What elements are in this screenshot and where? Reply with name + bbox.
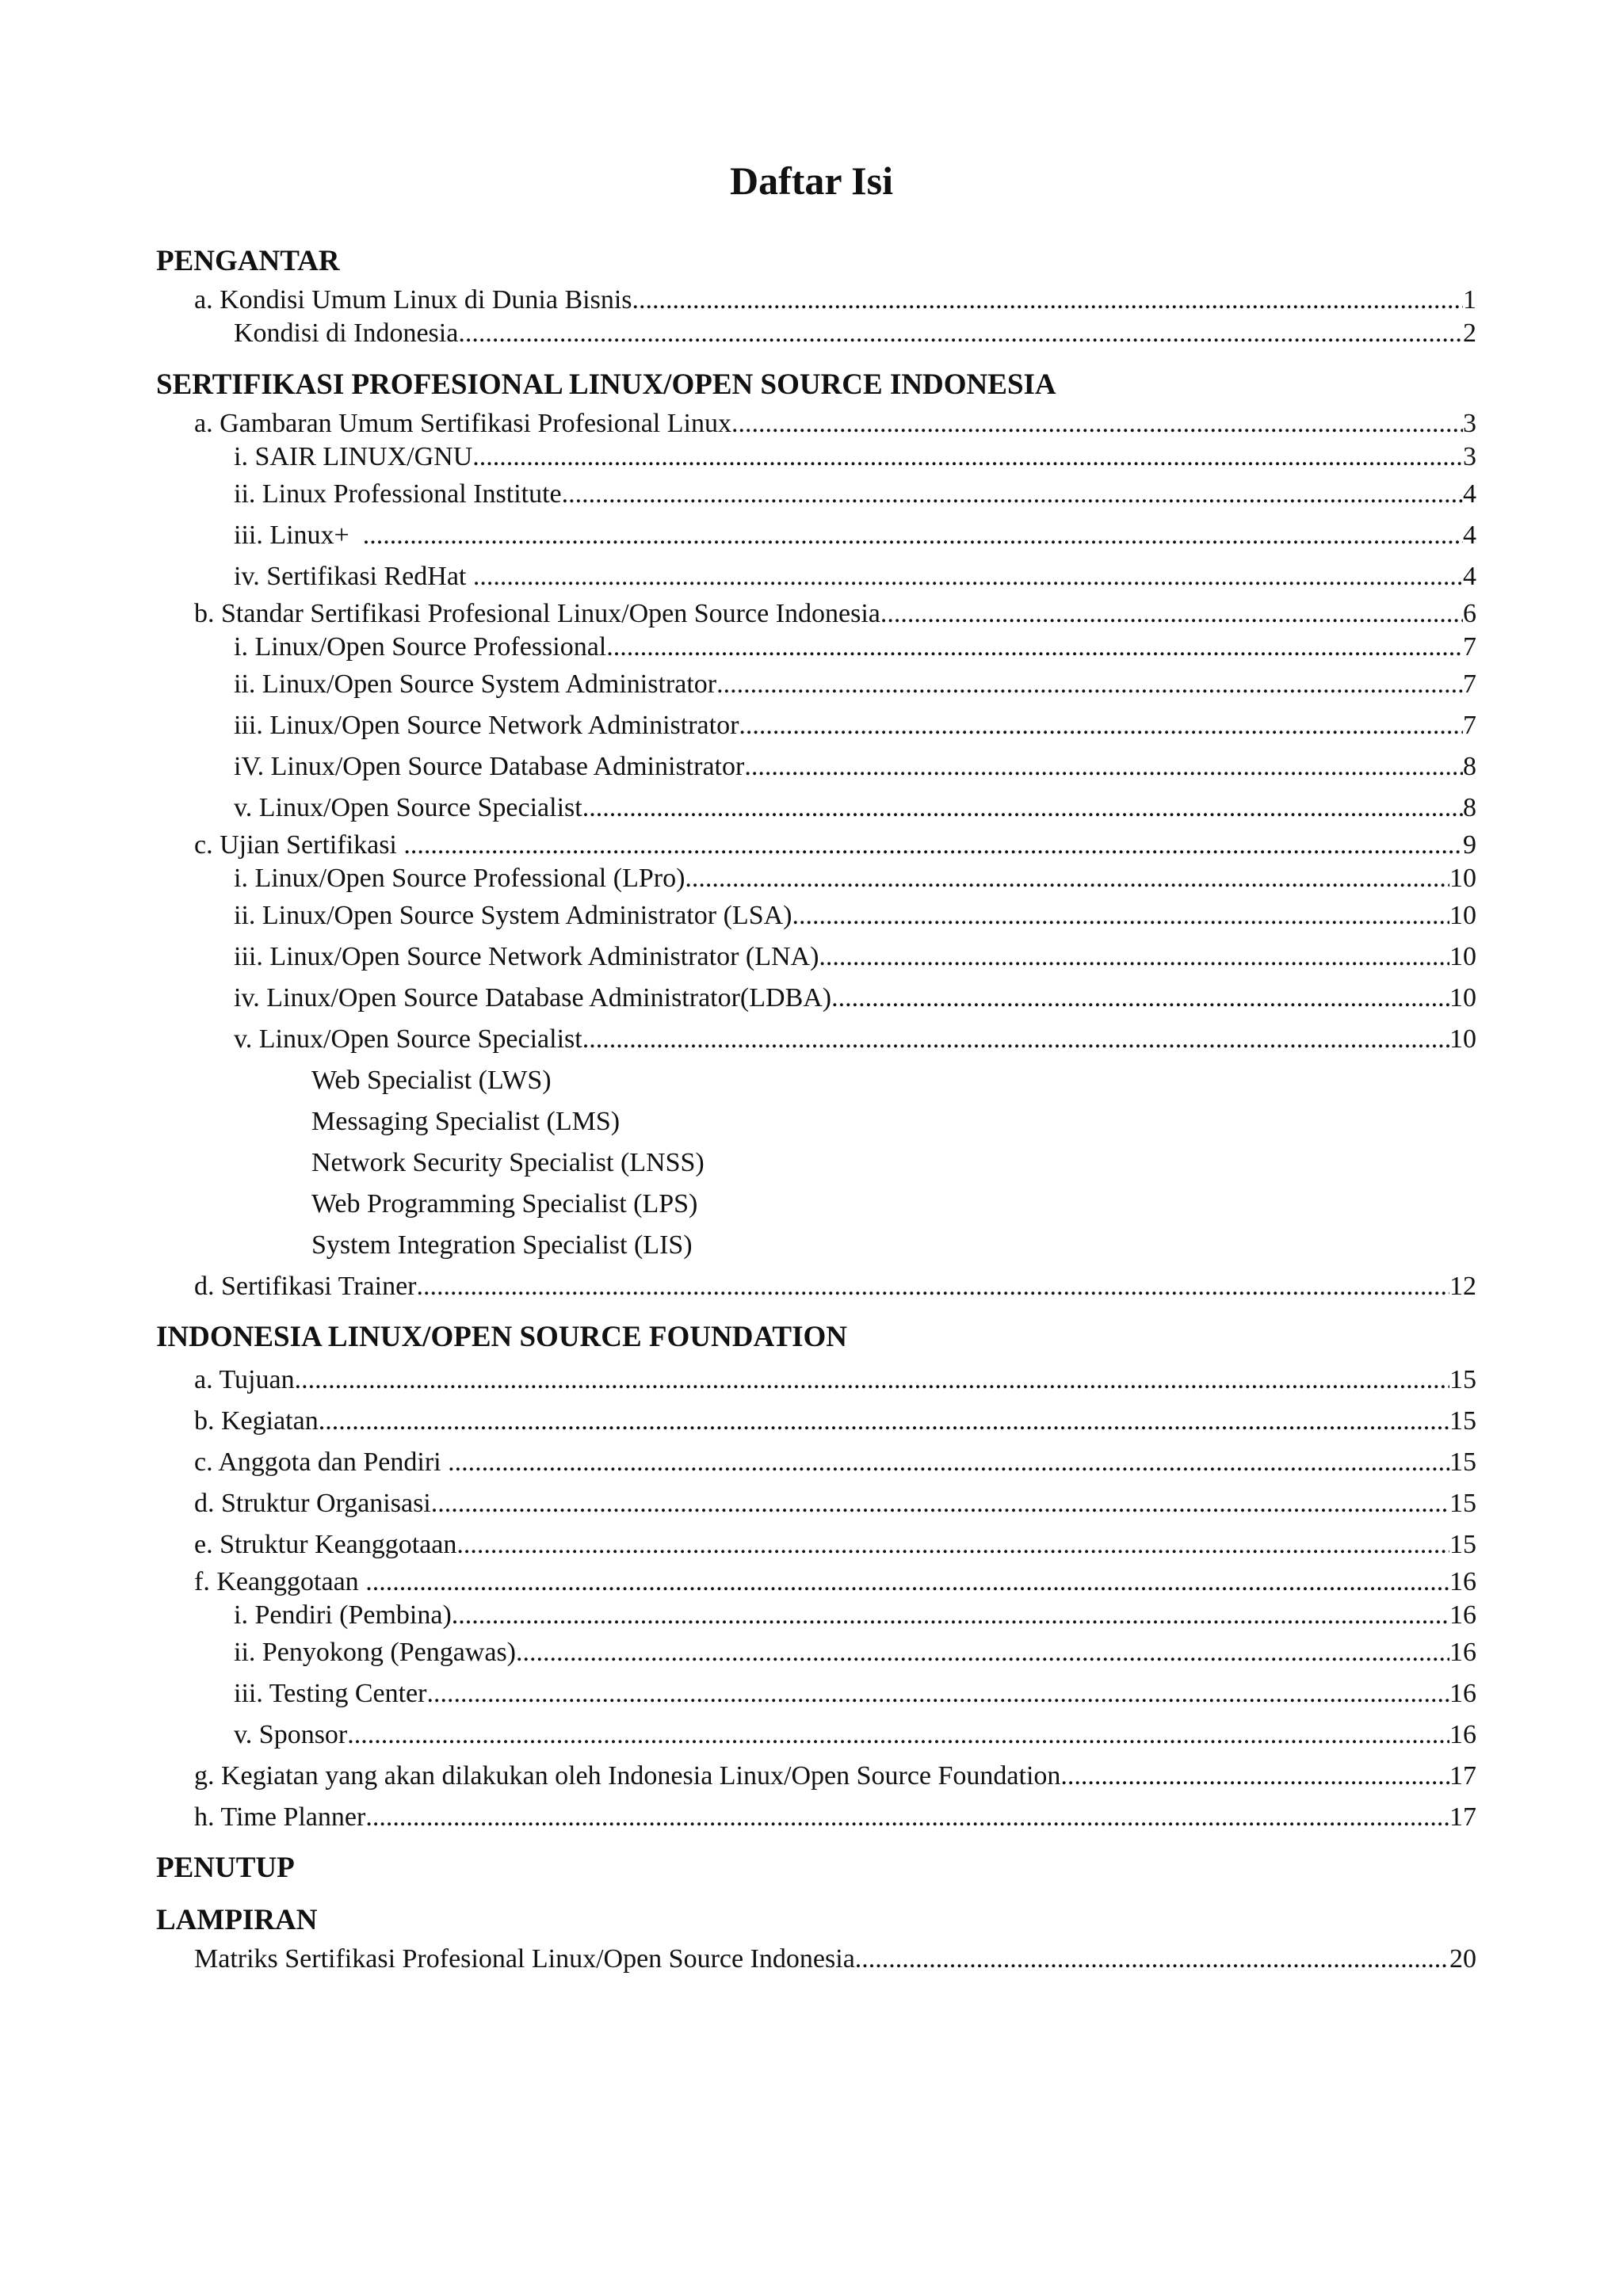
toc-entry[interactable] bbox=[156, 317, 1476, 350]
toc-entry-text: iv. Sertifikasi RedHat bbox=[234, 562, 473, 591]
dot-leader bbox=[516, 1632, 1449, 1673]
dot-leader bbox=[562, 474, 1463, 515]
toc-entry-text: a. Gambaran Umum Sertifikasi Profesional Linux bbox=[194, 409, 731, 438]
dot-leader bbox=[632, 284, 1464, 317]
dot-leader bbox=[458, 317, 1463, 350]
toc-page-number: 16 bbox=[1449, 1600, 1476, 1630]
toc-entry-text: iii. Testing Center bbox=[234, 1679, 427, 1708]
toc-page-number: 3 bbox=[1463, 409, 1476, 438]
dot-leader bbox=[295, 1360, 1449, 1401]
dot-leader bbox=[319, 1401, 1449, 1442]
toc-entry-text: Web Programming Specialist (LPS) bbox=[311, 1189, 698, 1219]
toc-entry[interactable] bbox=[156, 284, 1476, 317]
dot-leader bbox=[416, 1266, 1449, 1307]
dot-leader bbox=[582, 788, 1463, 829]
toc-page-number: 15 bbox=[1449, 1365, 1476, 1394]
section-heading: SERTIFIKASI PROFESIONAL LINUX/OPEN SOURCE INDONESIA bbox=[156, 368, 1056, 401]
toc-entry-text: iii. Linux/Open Source Network Administrator bbox=[234, 711, 739, 740]
toc-entry-text: f. Keanggotaan bbox=[194, 1567, 366, 1596]
toc-entry-text: System Integration Specialist (LIS) bbox=[311, 1230, 693, 1260]
toc-entry[interactable] bbox=[156, 631, 1476, 664]
toc-entry-text: ii. Linux Professional Institute bbox=[234, 479, 562, 509]
toc-section-lampiran bbox=[156, 1903, 1476, 1976]
dot-leader bbox=[473, 556, 1463, 597]
toc-page-number: 1 bbox=[1463, 285, 1476, 315]
toc-entry-text: h. Time Planner bbox=[194, 1802, 366, 1832]
toc-page-number: 9 bbox=[1463, 830, 1476, 860]
toc-entry[interactable] bbox=[156, 862, 1476, 895]
toc-page-number: 16 bbox=[1449, 1638, 1476, 1667]
toc-page-number: 10 bbox=[1449, 864, 1476, 893]
toc-entry[interactable] bbox=[156, 515, 1476, 556]
table-of-contents bbox=[156, 244, 1476, 1976]
toc-entry-text: v. Linux/Open Source Specialist bbox=[234, 1024, 582, 1054]
toc-page-number: 15 bbox=[1449, 1530, 1476, 1559]
toc-page-number: 17 bbox=[1449, 1802, 1476, 1832]
toc-page-number: 2 bbox=[1463, 318, 1476, 348]
toc-entry-text: b. Kegiatan bbox=[194, 1406, 319, 1436]
toc-entry-text: d. Sertifikasi Trainer bbox=[194, 1272, 417, 1301]
toc-entry-text: Messaging Specialist (LMS) bbox=[311, 1107, 621, 1136]
toc-page-number: 7 bbox=[1463, 669, 1476, 699]
toc-entry[interactable] bbox=[156, 407, 1476, 441]
toc-entry-text: iv. Linux/Open Source Database Administrator(LDBA) bbox=[234, 983, 832, 1013]
toc-entry[interactable] bbox=[156, 1142, 1476, 1184]
toc-entry-text: c. Ujian Sertifikasi bbox=[194, 830, 404, 860]
toc-page-number: 10 bbox=[1449, 1024, 1476, 1054]
toc-entry-text: i. Linux/Open Source Professional (LPro) bbox=[234, 864, 685, 893]
toc-page-number: 17 bbox=[1449, 1761, 1476, 1791]
toc-page-number: 15 bbox=[1449, 1447, 1476, 1477]
toc-entry[interactable] bbox=[156, 895, 1476, 936]
dot-leader bbox=[792, 895, 1450, 936]
toc-entry[interactable] bbox=[156, 746, 1476, 788]
toc-entry-text: ii. Penyokong (Pengawas) bbox=[234, 1638, 517, 1667]
toc-entry[interactable] bbox=[156, 1797, 1476, 1838]
toc-entry-text: Network Security Specialist (LNSS) bbox=[311, 1148, 705, 1177]
toc-entry-text: Kondisi di Indonesia bbox=[234, 318, 459, 348]
dot-leader bbox=[739, 705, 1463, 746]
toc-entry[interactable] bbox=[156, 597, 1476, 631]
dot-leader bbox=[880, 597, 1463, 631]
toc-entry[interactable] bbox=[156, 1673, 1476, 1714]
dot-leader bbox=[582, 1019, 1449, 1060]
toc-entry[interactable] bbox=[156, 1442, 1476, 1483]
dot-leader bbox=[452, 1599, 1449, 1632]
dot-leader bbox=[363, 515, 1463, 556]
toc-entry[interactable] bbox=[156, 1599, 1476, 1632]
toc-page-number: 10 bbox=[1449, 942, 1476, 971]
toc-entry[interactable] bbox=[156, 1360, 1476, 1401]
toc-entry[interactable] bbox=[156, 1483, 1476, 1524]
toc-page-number: 7 bbox=[1463, 632, 1476, 662]
toc-entry-text: i. Linux/Open Source Professional bbox=[234, 632, 607, 662]
dot-leader bbox=[855, 1943, 1449, 1976]
toc-entry[interactable] bbox=[156, 441, 1476, 474]
toc-entry[interactable] bbox=[156, 1756, 1476, 1797]
toc-page-number: 10 bbox=[1449, 901, 1476, 930]
toc-entry[interactable] bbox=[156, 1401, 1476, 1442]
dot-leader bbox=[744, 746, 1463, 788]
dot-leader bbox=[456, 1524, 1449, 1566]
toc-page-number: 16 bbox=[1449, 1720, 1476, 1749]
toc-entry[interactable] bbox=[156, 1019, 1476, 1060]
dot-leader bbox=[365, 1797, 1449, 1838]
dot-leader bbox=[365, 1566, 1449, 1599]
toc-entry-text: i. SAIR LINUX/GNU bbox=[234, 442, 473, 471]
dot-leader bbox=[426, 1673, 1449, 1714]
dot-leader bbox=[431, 1483, 1449, 1524]
dot-leader bbox=[685, 862, 1449, 895]
toc-entry[interactable] bbox=[156, 1714, 1476, 1756]
dot-leader bbox=[1060, 1756, 1449, 1797]
toc-page-number: 12 bbox=[1449, 1272, 1476, 1301]
toc-entry-text: ii. Linux/Open Source System Administrator bbox=[234, 669, 717, 699]
toc-entry[interactable] bbox=[156, 1184, 1476, 1225]
toc-entry-text: v. Sponsor bbox=[234, 1720, 348, 1749]
toc-section-foundation bbox=[156, 1320, 1476, 1838]
toc-page-number: 4 bbox=[1463, 479, 1476, 509]
toc-page-number: 8 bbox=[1463, 752, 1476, 781]
dot-leader bbox=[819, 936, 1449, 978]
toc-entry-text: Matriks Sertifikasi Profesional Linux/Open Source Indonesia bbox=[194, 1944, 855, 1974]
toc-entry-text: c. Anggota dan Pendiri bbox=[194, 1447, 449, 1477]
toc-entry-text: i. Pendiri (Pembina) bbox=[234, 1600, 452, 1630]
toc-entry[interactable] bbox=[156, 978, 1476, 1019]
page-title: Daftar Isi bbox=[729, 158, 893, 203]
toc-entry[interactable] bbox=[156, 1632, 1476, 1673]
toc-entry-text: v. Linux/Open Source Specialist bbox=[234, 793, 582, 822]
toc-entry[interactable] bbox=[156, 1943, 1476, 1976]
toc-entry[interactable] bbox=[156, 936, 1476, 978]
toc-entry[interactable] bbox=[156, 705, 1476, 746]
toc-section-pengantar bbox=[156, 244, 1476, 350]
dot-leader bbox=[831, 978, 1449, 1019]
dot-leader bbox=[731, 407, 1463, 441]
toc-entry-text: a. Kondisi Umum Linux di Dunia Bisnis bbox=[194, 285, 632, 315]
toc-entry[interactable] bbox=[156, 664, 1476, 705]
toc-page-number: 4 bbox=[1463, 562, 1476, 591]
toc-page-number: 4 bbox=[1463, 521, 1476, 550]
toc-entry-text: b. Standar Sertifikasi Profesional Linux/Open Source Indonesia bbox=[194, 599, 880, 628]
toc-entry-text: e. Struktur Keanggotaan bbox=[194, 1530, 457, 1559]
toc-page-number: 10 bbox=[1449, 983, 1476, 1013]
dot-leader bbox=[448, 1442, 1449, 1483]
toc-page-number: 8 bbox=[1463, 793, 1476, 822]
toc-entry-text: g. Kegiatan yang akan dilakukan oleh Indonesia Linux/Open Source Foundation bbox=[194, 1761, 1061, 1791]
dot-leader bbox=[403, 829, 1463, 862]
toc-page-number: 7 bbox=[1463, 711, 1476, 740]
section-heading: INDONESIA LINUX/OPEN SOURCE FOUNDATION bbox=[156, 1321, 848, 1353]
toc-entry-text: iii. Linux/Open Source Network Administrator (LNA) bbox=[234, 942, 819, 971]
toc-entry[interactable] bbox=[156, 788, 1476, 829]
toc-entry-text: a. Tujuan bbox=[194, 1365, 295, 1394]
toc-entry[interactable] bbox=[156, 1566, 1476, 1599]
dot-leader bbox=[716, 664, 1463, 705]
toc-entry-text: iV. Linux/Open Source Database Administrator bbox=[234, 752, 745, 781]
toc-entry-text: d. Struktur Organisasi bbox=[194, 1489, 431, 1518]
toc-entry[interactable] bbox=[156, 1225, 1476, 1266]
toc-entry-text: Web Specialist (LWS) bbox=[311, 1066, 552, 1095]
section-heading: PENGANTAR bbox=[156, 245, 340, 277]
toc-entry[interactable] bbox=[156, 1266, 1476, 1307]
toc-page-number: 16 bbox=[1449, 1567, 1476, 1596]
toc-entry-text: ii. Linux/Open Source System Administrator (LSA) bbox=[234, 901, 792, 930]
toc-entry[interactable] bbox=[156, 1060, 1476, 1101]
toc-section-sertifikasi bbox=[156, 368, 1476, 1307]
toc-page-number: 3 bbox=[1463, 442, 1476, 471]
toc-page-number: 15 bbox=[1449, 1406, 1476, 1436]
section-heading: PENUTUP bbox=[156, 1852, 295, 1884]
toc-entry[interactable] bbox=[156, 1101, 1476, 1142]
toc-entry[interactable] bbox=[156, 829, 1476, 862]
toc-entry[interactable] bbox=[156, 556, 1476, 597]
dot-leader bbox=[347, 1714, 1449, 1756]
toc-page-number: 6 bbox=[1463, 599, 1476, 628]
toc-page-number: 20 bbox=[1449, 1944, 1476, 1974]
toc-section-penutup bbox=[156, 1851, 1476, 1886]
section-heading: LAMPIRAN bbox=[156, 1904, 318, 1936]
toc-page-number: 15 bbox=[1449, 1489, 1476, 1518]
dot-leader bbox=[606, 631, 1463, 664]
toc-entry[interactable] bbox=[156, 1524, 1476, 1566]
toc-entry[interactable] bbox=[156, 474, 1476, 515]
dot-leader bbox=[472, 441, 1463, 474]
toc-entry-text: iii. Linux+ bbox=[234, 521, 363, 550]
toc-page-number: 16 bbox=[1449, 1679, 1476, 1708]
